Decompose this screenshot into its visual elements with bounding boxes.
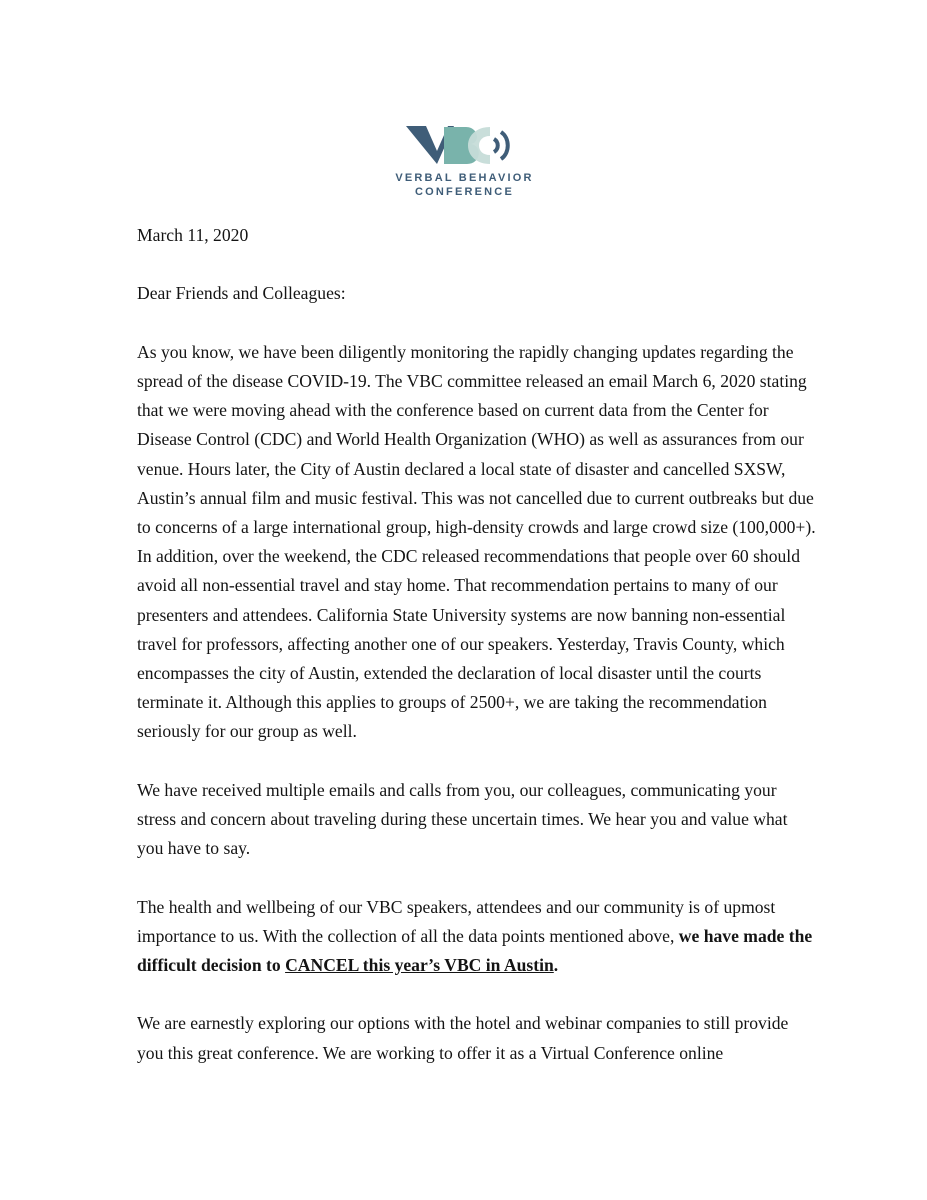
paragraph-3-period: .: [553, 955, 559, 976]
letter-paragraph-1: As you know, we have been diligently monitoring the rapidly changing updates regarding the spread of the disease COVID-19. The VBC committee released an email March 6, 2020 stating that we were moving ahead with the conference based on current data from the Center for Disease Control (CDC) and World Health Organization (WHO) as well as assurances from our venue. Hours later, the City of Austin declared a local state of disaster and cancelled SXSW, Austin’s annual film and music festival. This was not cancelled due to current outbreaks but due to concerns of a large international group, high-density crowds and large crowd size (100,000+). In addition, over the weekend, the CDC released recommendations that people over 60 should avoid all non-essential travel and stay home. That recommendation pertains to many of our presenters and attendees. California State University systems are now banning non-essential travel for professors, affecting another one of our speakers. Yesterday, Travis County, which encompasses the city of Austin, extended the declaration of local disaster until the courts terminate it. Although this applies to groups of 2500+, we are taking the recommendation seriously for our group as well.: [137, 341, 816, 742]
logo-wave-outer: [501, 132, 508, 159]
letter-body: [137, 221, 817, 1097]
conference-logo: [0, 124, 927, 199]
vbc-logo-mark: [404, 124, 524, 166]
logo-line-conference: CONFERENCE: [414, 186, 514, 198]
letter-paragraph-4: We are earnestly exploring our options with the hotel and webinar companies to still provide you this great conference. We are working to offer it as a Virtual Conference online: [137, 1013, 789, 1063]
cancel-announcement: CANCEL this year’s VBC in Austin: [285, 955, 554, 976]
paragraph-3-text: The health and wellbeing of our VBC speakers, attendees and our community is of upmost importance to us. With the collection of all the data points mentioned above,: [137, 896, 776, 946]
logo-wave-inner: [494, 139, 498, 152]
paragraph-3-bold-text: we have made the difficult decision to: [137, 925, 813, 976]
logo-wordmark: [2, 171, 927, 199]
logo-line-verbal-behavior: VERBAL BEHAVIOR: [395, 172, 534, 184]
letter-date: March 11, 2020: [137, 225, 249, 245]
letter-paragraph-2: We have received multiple emails and calls from you, our colleagues, communicating your stress and concern about traveling during these uncertain times. We hear you and value what you have to say.: [137, 779, 788, 859]
letter-salutation: Dear Friends and Colleagues:: [137, 283, 346, 304]
letter-paragraph-3: [137, 893, 817, 981]
